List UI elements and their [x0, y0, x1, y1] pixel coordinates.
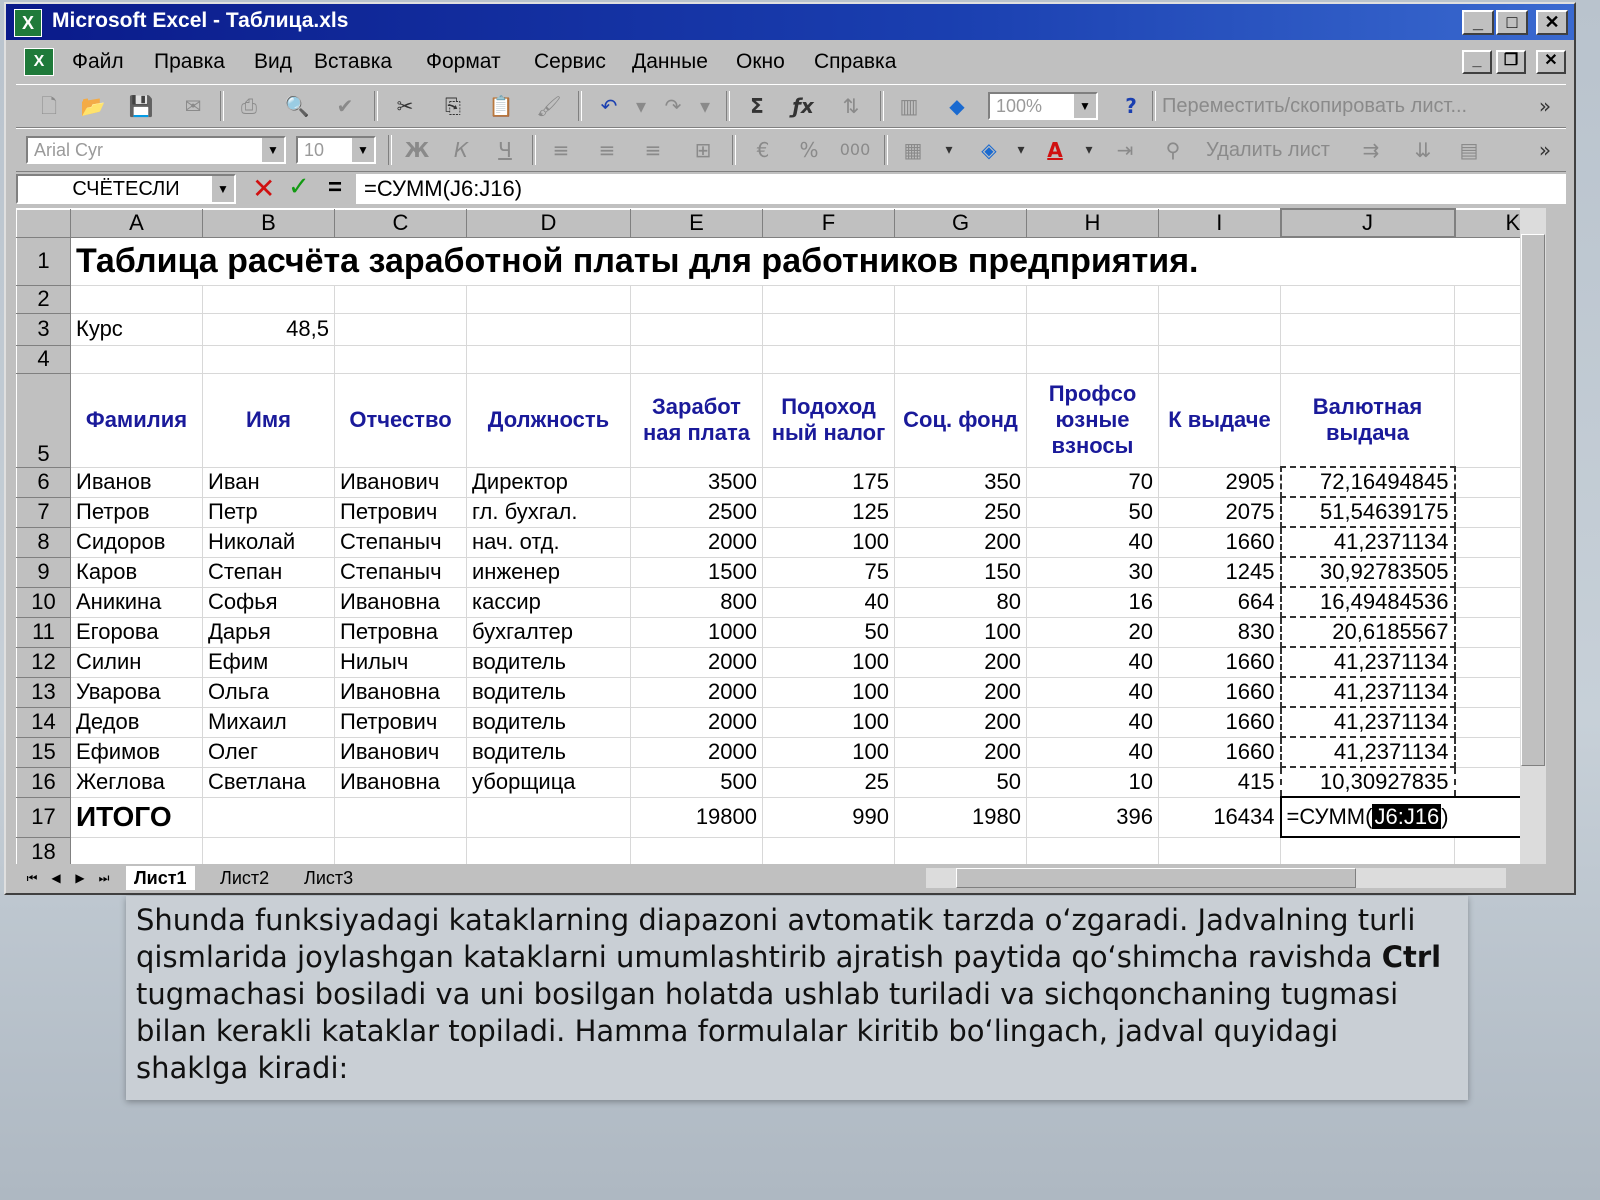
data-cell[interactable]: 175 [763, 467, 895, 497]
sheet-tabs-bar [16, 864, 1546, 892]
data-cell[interactable]: Петрович [335, 707, 467, 737]
header-cell[interactable]: Валютная выдача [1281, 373, 1455, 467]
fill-color-icon[interactable]: ◈ [981, 138, 997, 162]
font-color-dropdown-icon[interactable]: ▾ [1085, 142, 1093, 158]
first-sheet-icon[interactable]: ⏮ [26, 871, 38, 885]
excel-app-icon[interactable]: X [14, 9, 42, 37]
row-header[interactable]: 4 [17, 345, 71, 373]
total-cell[interactable]: 19800 [631, 797, 763, 837]
data-cell[interactable]: 100 [763, 677, 895, 707]
sheet-tab-2[interactable]: Лист2 [220, 868, 270, 888]
currency-icon[interactable]: € [756, 138, 770, 162]
menu-edit[interactable]: Правка [154, 50, 225, 73]
undo-dropdown-icon[interactable]: ▾ [635, 94, 647, 118]
data-cell[interactable]: кассир [467, 587, 631, 617]
rate-value-cell[interactable]: 48,5 [203, 313, 335, 345]
cell-table [16, 208, 1534, 864]
data-cell[interactable]: Ефим [203, 647, 335, 677]
thousands-button[interactable]: 000 [839, 140, 871, 159]
data-cell[interactable]: 125 [763, 497, 895, 527]
data-cell[interactable]: Сидоров [71, 527, 203, 557]
data-cell[interactable]: 2000 [631, 707, 763, 737]
table-row [17, 587, 1533, 617]
caption-box [126, 896, 1468, 1100]
table-row [17, 557, 1533, 587]
data-cell[interactable]: 664 [1159, 587, 1281, 617]
window-title: Microsoft Excel - Таблица.xls [52, 9, 349, 32]
font-size-dropdown-icon[interactable]: ▼ [352, 138, 374, 162]
col-header-g[interactable]: G [895, 209, 1027, 237]
workbook-icon[interactable]: X [24, 48, 54, 76]
data-cell[interactable]: 40 [1027, 737, 1159, 767]
print-icon[interactable]: ⎙ [241, 94, 257, 118]
data-cell[interactable]: 41,2371134 [1281, 737, 1455, 767]
table-row [17, 767, 1533, 797]
caption-part-1: Shunda funksiyadagi kataklarning diapazoni avtomatik tarzda oʻzgaradi. Jadvalning turli qismlarida joylashgan kataklarni umumlashtirib ajratish paytida qoʻshimcha ravishda [136, 903, 1416, 974]
table-row [17, 647, 1533, 677]
data-cell[interactable]: 16 [1027, 587, 1159, 617]
header-cell[interactable]: Должность [467, 373, 631, 467]
data-cell[interactable]: 30 [1027, 557, 1159, 587]
table-row [17, 617, 1533, 647]
edit-prefix: =СУММ( [1286, 804, 1373, 829]
data-cell[interactable]: 20,6185567 [1281, 617, 1455, 647]
data-cell[interactable]: 10 [1027, 767, 1159, 797]
data-cell[interactable]: 150 [895, 557, 1027, 587]
menu-window[interactable]: Окно [736, 50, 785, 73]
worksheet-grid[interactable] [16, 208, 1546, 864]
data-cell[interactable]: Олег [203, 737, 335, 767]
sort-icon[interactable]: ⇅ [842, 94, 860, 118]
table-row [17, 497, 1533, 527]
total-cell[interactable]: 1980 [895, 797, 1027, 837]
col-header-d[interactable]: D [467, 209, 631, 237]
data-cell[interactable]: 30,92783505 [1281, 557, 1455, 587]
header-cell[interactable]: Профсо юзные взносы [1027, 373, 1159, 467]
data-cell[interactable]: 2000 [631, 677, 763, 707]
data-cell[interactable]: 200 [895, 677, 1027, 707]
edit-formula-button[interactable]: = [328, 174, 343, 201]
redo-dropdown-icon[interactable]: ▾ [699, 94, 711, 118]
data-cell[interactable]: 41,2371134 [1281, 677, 1455, 707]
table-row [17, 707, 1533, 737]
edit-range-highlight: J6:J16 [1374, 804, 1440, 829]
bold-button[interactable]: Ж [404, 138, 430, 162]
format-painter-icon[interactable]: 🖌 [536, 94, 562, 118]
caption-ctrl-key: Ctrl [1381, 940, 1442, 974]
data-cell[interactable]: Николай [203, 527, 335, 557]
col-header-e[interactable]: E [631, 209, 763, 237]
row-header[interactable]: 15 [17, 737, 71, 767]
data-cell[interactable]: 50 [763, 617, 895, 647]
header-cell[interactable]: Отчество [335, 373, 467, 467]
font-dropdown-icon[interactable]: ▼ [262, 138, 284, 162]
row-header[interactable]: 18 [17, 837, 71, 864]
drawing-icon[interactable]: ◆ [949, 94, 965, 118]
data-cell[interactable]: 1660 [1159, 527, 1281, 557]
data-cell[interactable]: 1660 [1159, 647, 1281, 677]
toolbar2-overflow-icon[interactable]: » [1538, 138, 1552, 162]
row-header[interactable]: 1 [17, 237, 71, 285]
menu-view[interactable]: Вид [254, 50, 292, 73]
data-cell[interactable]: нач. отд. [467, 527, 631, 557]
data-cell[interactable]: Петрович [335, 497, 467, 527]
row-header[interactable]: 13 [17, 677, 71, 707]
minimize-button[interactable]: _ [1462, 10, 1494, 35]
data-cell[interactable]: 10,30927835 [1281, 767, 1455, 797]
italic-button[interactable]: К [453, 138, 469, 162]
data-cell[interactable]: 800 [631, 587, 763, 617]
menu-format[interactable]: Формат [426, 50, 501, 73]
font-value: Arial Cyr [34, 140, 104, 160]
row-header[interactable]: 6 [17, 467, 71, 497]
data-cell[interactable]: 40 [1027, 677, 1159, 707]
row-header[interactable]: 2 [17, 285, 71, 313]
data-cell[interactable]: Ефимов [71, 737, 203, 767]
row-header[interactable]: 16 [17, 767, 71, 797]
enter-icon[interactable]: ✓ [288, 172, 310, 202]
filter-icon[interactable]: ⚲ [1165, 138, 1181, 162]
standard-toolbar [16, 84, 1566, 128]
percent-button[interactable]: % [799, 138, 819, 162]
data-cell[interactable]: 100 [763, 737, 895, 767]
col-header-a[interactable]: A [71, 209, 203, 237]
prev-sheet-icon[interactable]: ◀ [51, 871, 61, 885]
data-cell[interactable]: Жеглова [71, 767, 203, 797]
excel-window [4, 2, 1576, 895]
col-header-i[interactable]: I [1159, 209, 1281, 237]
row-header[interactable]: 17 [17, 797, 71, 837]
data-cell[interactable]: 200 [895, 527, 1027, 557]
data-cell[interactable]: 1500 [631, 557, 763, 587]
last-sheet-icon[interactable]: ⏭ [98, 871, 110, 885]
row-header[interactable]: 10 [17, 587, 71, 617]
data-cell[interactable]: 830 [1159, 617, 1281, 647]
row-header[interactable]: 12 [17, 647, 71, 677]
spelling-icon[interactable]: ✔ [336, 94, 354, 118]
sheet-tab-1[interactable]: Лист1 [126, 866, 195, 890]
data-cell[interactable]: 2075 [1159, 497, 1281, 527]
zoom-combo[interactable] [988, 92, 1098, 120]
data-cell[interactable]: водитель [467, 737, 631, 767]
menu-bar [6, 42, 1574, 82]
data-cell[interactable]: 80 [895, 587, 1027, 617]
insert-rows-icon[interactable]: ⇉ [1362, 138, 1380, 162]
data-cell[interactable]: 50 [895, 767, 1027, 797]
zoom-value: 100% [996, 96, 1043, 116]
data-cell[interactable]: Иванович [335, 467, 467, 497]
data-cell[interactable]: Светлана [203, 767, 335, 797]
select-all-corner[interactable] [17, 209, 71, 237]
data-cell[interactable]: Степаныч [335, 527, 467, 557]
total-cell[interactable]: 990 [763, 797, 895, 837]
data-cell[interactable]: 2000 [631, 647, 763, 677]
data-cell[interactable]: 200 [895, 647, 1027, 677]
data-cell[interactable]: Степаныч [335, 557, 467, 587]
data-cell[interactable]: 41,2371134 [1281, 707, 1455, 737]
data-cell[interactable]: 1245 [1159, 557, 1281, 587]
data-cell[interactable]: 100 [763, 647, 895, 677]
data-cell[interactable]: 40 [1027, 707, 1159, 737]
redo-icon[interactable]: ↷ [664, 94, 682, 118]
data-cell[interactable]: Директор [467, 467, 631, 497]
menu-file[interactable]: Файл [72, 50, 124, 73]
email-icon[interactable]: ✉ [184, 94, 202, 118]
sheet-tab-3[interactable]: Лист3 [304, 868, 354, 888]
font-color-icon[interactable]: A [1047, 138, 1063, 162]
formula-input[interactable]: =СУММ(J6:J16) [356, 174, 1566, 204]
help-icon[interactable]: ? [1125, 94, 1137, 118]
row-header[interactable]: 8 [17, 527, 71, 557]
copy-icon[interactable]: ⎘ [445, 94, 461, 118]
header-cell[interactable]: К выдаче [1159, 373, 1281, 467]
function-icon[interactable]: ƒx [792, 94, 814, 118]
data-cell[interactable]: водитель [467, 647, 631, 677]
col-header-f[interactable]: F [763, 209, 895, 237]
data-cell[interactable]: 100 [895, 617, 1027, 647]
data-cell[interactable]: 200 [895, 707, 1027, 737]
save-icon[interactable]: 💾 [128, 94, 154, 118]
data-cell[interactable]: Петр [203, 497, 335, 527]
edit-suffix: ) [1441, 804, 1449, 829]
sheet-title-cell[interactable]: Таблица расчёта заработной платы для работников предприятия. [71, 237, 1533, 285]
data-cell[interactable]: 1000 [631, 617, 763, 647]
col-header-k[interactable]: K [1455, 209, 1533, 237]
data-cell[interactable]: Силин [71, 647, 203, 677]
font-combo[interactable] [26, 136, 286, 164]
data-cell[interactable]: 2000 [631, 737, 763, 767]
underline-button[interactable]: Ч [498, 138, 512, 162]
data-cell[interactable]: инженер [467, 557, 631, 587]
delete-sheet-button[interactable]: Удалить лист [1206, 139, 1330, 161]
row-header[interactable]: 3 [17, 313, 71, 345]
vertical-scrollbar[interactable] [1520, 208, 1546, 864]
print-preview-icon[interactable]: 🔍 [284, 94, 310, 118]
header-cell[interactable]: Имя [203, 373, 335, 467]
merge-center-icon[interactable]: ⊞ [694, 138, 712, 162]
data-cell[interactable]: Егорова [71, 617, 203, 647]
total-label-cell[interactable]: ИТОГО [71, 797, 203, 837]
data-cell[interactable]: 100 [763, 707, 895, 737]
totals-row [17, 797, 1533, 837]
data-cell[interactable]: гл. бухгал. [467, 497, 631, 527]
data-cell[interactable]: уборщица [467, 767, 631, 797]
data-cell[interactable]: Ольга [203, 677, 335, 707]
data-cell[interactable]: 350 [895, 467, 1027, 497]
chart-wizard-icon[interactable]: ▥ [899, 94, 919, 118]
table-row [17, 677, 1533, 707]
paste-icon[interactable]: 📋 [488, 94, 514, 118]
align-left-icon[interactable]: ≡ [552, 138, 570, 162]
data-cell[interactable]: 25 [763, 767, 895, 797]
new-icon[interactable]: 🗋 [40, 94, 58, 118]
data-cell[interactable]: 75 [763, 557, 895, 587]
data-cell[interactable]: 2000 [631, 527, 763, 557]
open-icon[interactable]: 📂 [80, 94, 106, 118]
insert-columns-icon[interactable]: ⇊ [1414, 138, 1432, 162]
borders-dropdown-icon[interactable]: ▾ [945, 142, 953, 158]
horizontal-scrollbar[interactable] [926, 868, 1506, 888]
column-headers-row [17, 373, 1533, 467]
data-cell[interactable]: 1660 [1159, 677, 1281, 707]
data-cell[interactable]: Ивановна [335, 677, 467, 707]
undo-icon[interactable]: ↶ [600, 94, 618, 118]
cancel-icon[interactable]: ✕ [252, 172, 276, 205]
move-copy-sheet-button[interactable]: Переместить/скопировать лист... [1162, 95, 1468, 117]
total-cell[interactable]: 396 [1027, 797, 1159, 837]
title-bar[interactable] [6, 4, 1574, 40]
name-box-value: СЧЁТЕСЛИ [72, 178, 180, 200]
data-cell[interactable]: 250 [895, 497, 1027, 527]
row-header[interactable]: 9 [17, 557, 71, 587]
rate-label-cell[interactable]: Курс [71, 313, 203, 345]
autosum-icon[interactable]: Σ [750, 94, 764, 118]
data-cell[interactable]: 100 [763, 527, 895, 557]
font-size-combo[interactable] [296, 136, 376, 164]
doc-minimize-button[interactable]: _ [1462, 50, 1492, 74]
data-cell[interactable]: 41,2371134 [1281, 647, 1455, 677]
row-header[interactable]: 11 [17, 617, 71, 647]
data-cell[interactable]: Каров [71, 557, 203, 587]
data-cell[interactable]: Аникина [71, 587, 203, 617]
data-cell[interactable]: Иванович [335, 737, 467, 767]
data-cell[interactable]: 72,16494845 [1281, 467, 1455, 497]
data-cell[interactable]: 1660 [1159, 737, 1281, 767]
data-cell[interactable]: 16,49484536 [1281, 587, 1455, 617]
header-cell[interactable]: Подоход ный налог [763, 373, 895, 467]
calculator-icon[interactable]: ▤ [1459, 138, 1479, 162]
data-cell[interactable]: 51,54639175 [1281, 497, 1455, 527]
data-cell[interactable]: 2905 [1159, 467, 1281, 497]
table-row [17, 527, 1533, 557]
menu-insert[interactable]: Вставка [314, 50, 393, 73]
data-cell[interactable]: Иванов [71, 467, 203, 497]
align-center-icon[interactable]: ≡ [598, 138, 616, 162]
header-cell[interactable]: Соц. фонд [895, 373, 1027, 467]
data-cell[interactable]: 415 [1159, 767, 1281, 797]
data-cell[interactable]: Дедов [71, 707, 203, 737]
name-box-dropdown-icon[interactable]: ▼ [212, 176, 234, 202]
row-header[interactable]: 14 [17, 707, 71, 737]
data-cell[interactable]: 40 [763, 587, 895, 617]
row-header[interactable]: 7 [17, 497, 71, 527]
menu-data[interactable]: Данные [632, 50, 708, 73]
close-button[interactable]: ✕ [1536, 10, 1568, 35]
menu-help[interactable]: Справка [814, 50, 897, 73]
table-row [17, 737, 1533, 767]
insert-sheet-icon[interactable]: ⇥ [1116, 138, 1134, 162]
data-cell[interactable]: Ивановна [335, 587, 467, 617]
menu-tools[interactable]: Сервис [534, 50, 606, 73]
next-sheet-icon[interactable]: ▶ [75, 871, 85, 885]
col-header-h[interactable]: H [1027, 209, 1159, 237]
data-cell[interactable]: Иван [203, 467, 335, 497]
data-cell[interactable]: 70 [1027, 467, 1159, 497]
font-size-value: 10 [304, 140, 325, 160]
toolbar-overflow-icon[interactable]: » [1538, 94, 1552, 118]
data-cell[interactable]: Ивановна [335, 767, 467, 797]
horizontal-scroll-thumb[interactable] [956, 868, 1356, 888]
col-header-j[interactable]: J [1281, 209, 1455, 237]
data-cell[interactable]: Петров [71, 497, 203, 527]
header-cell[interactable]: Заработ ная плата [631, 373, 763, 467]
data-cell[interactable]: 200 [895, 737, 1027, 767]
formatting-toolbar [16, 128, 1566, 172]
col-header-b[interactable]: B [203, 209, 335, 237]
doc-restore-button[interactable]: ❐ [1496, 50, 1526, 74]
data-cell[interactable]: 500 [631, 767, 763, 797]
data-cell[interactable]: 20 [1027, 617, 1159, 647]
zoom-dropdown-icon[interactable]: ▼ [1074, 94, 1096, 118]
data-cell[interactable]: 40 [1027, 647, 1159, 677]
header-cell[interactable]: Фамилия [71, 373, 203, 467]
cut-icon[interactable]: ✂ [396, 94, 414, 118]
col-header-c[interactable]: C [335, 209, 467, 237]
data-cell[interactable]: 41,2371134 [1281, 527, 1455, 557]
data-cell[interactable]: Уварова [71, 677, 203, 707]
doc-close-button[interactable]: ✕ [1536, 50, 1566, 74]
data-cell[interactable]: Петровна [335, 617, 467, 647]
data-cell[interactable]: Софья [203, 587, 335, 617]
borders-icon[interactable]: ▦ [903, 138, 923, 162]
data-cell[interactable]: 1660 [1159, 707, 1281, 737]
data-cell[interactable]: 3500 [631, 467, 763, 497]
data-cell[interactable]: Дарья [203, 617, 335, 647]
active-edit-cell[interactable] [1281, 797, 1533, 837]
formula-bar [16, 172, 1566, 206]
caption-text [126, 896, 1468, 1093]
vertical-scroll-thumb[interactable] [1521, 234, 1545, 766]
data-cell[interactable]: водитель [467, 707, 631, 737]
data-cell[interactable]: 2500 [631, 497, 763, 527]
maximize-button[interactable]: □ [1496, 10, 1528, 35]
caption-part-2: tugmachasi bosiladi va uni bosilgan holatda ushlab turiladi va sichqonchaning tugmasi bilan kerakli kataklar topiladi. Hamma formulalar kiritib boʻlingach, jadval quyidagi shaklga kiradi: [136, 977, 1399, 1085]
data-cell[interactable]: водитель [467, 677, 631, 707]
table-row [17, 467, 1533, 497]
data-cell[interactable]: 50 [1027, 497, 1159, 527]
fill-color-dropdown-icon[interactable]: ▾ [1017, 142, 1025, 158]
name-box[interactable] [16, 174, 236, 204]
row-header[interactable]: 5 [17, 373, 71, 467]
data-cell[interactable]: Нилыч [335, 647, 467, 677]
data-cell[interactable]: Степан [203, 557, 335, 587]
total-cell[interactable]: 16434 [1159, 797, 1281, 837]
data-cell[interactable]: Михаил [203, 707, 335, 737]
data-cell[interactable]: 40 [1027, 527, 1159, 557]
data-cell[interactable]: бухгалтер [467, 617, 631, 647]
align-right-icon[interactable]: ≡ [644, 138, 662, 162]
